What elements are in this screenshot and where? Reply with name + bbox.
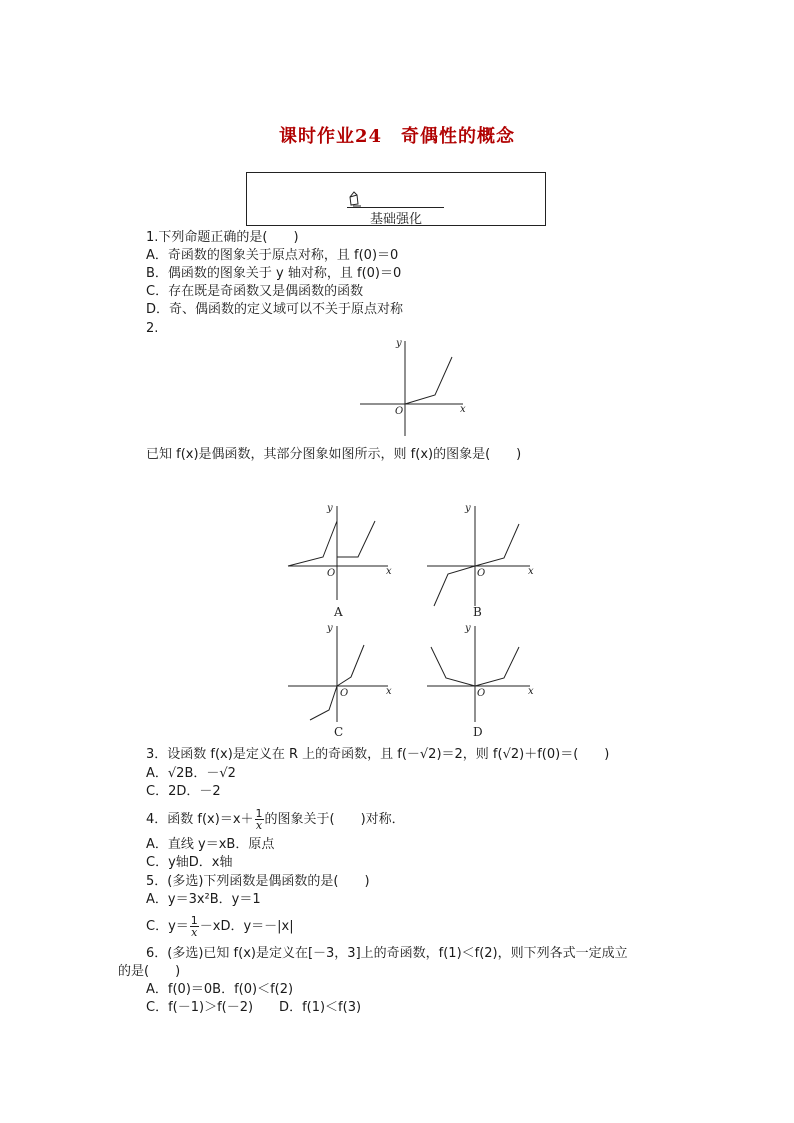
q4-frac-den: x [255, 819, 263, 832]
q6-stem-line2: 的是( ) [118, 964, 181, 979]
q1-option-b: B．偶函数的图象关于 y 轴对称，且 f(0)＝0 [146, 266, 402, 281]
pencil-icon [348, 191, 362, 207]
q4-options-ab: A．直线 y＝xB．原点 [146, 837, 275, 852]
q6-options-cd: C．f(－1)＞f(－2) D．f(1)＜f(3) [146, 1000, 362, 1015]
x-axis-label: x [460, 404, 466, 415]
option-a-label: A [334, 605, 343, 619]
option-d-label: D [473, 725, 483, 739]
x-axis-label: x [386, 566, 392, 577]
q1-option-c: C．存在既是奇函数又是偶函数的函数 [146, 284, 364, 299]
q6-stem-line1: 6．(多选)已知 f(x)是定义在[－3，3]上的奇函数，f(1)＜f(2)，则下列各式一定成立 [146, 946, 628, 961]
q5-c-pre: C．y＝ [146, 919, 189, 934]
q4-options-cd: C．y轴D．x轴 [146, 855, 233, 870]
q5-options-ab: A．y＝3x²B．y＝1 [146, 892, 261, 907]
option-b-curve-left [434, 566, 475, 606]
option-a-curve-right [337, 521, 375, 557]
option-c-curve-right [337, 645, 364, 686]
x-axis-label: x [528, 566, 534, 577]
q4-frac-num: 1 [255, 807, 263, 820]
y-axis-label: y [327, 503, 333, 514]
q3-options-cd: C．2D．－2 [146, 784, 221, 799]
q4-stem-post: 的图象关于( )对称． [264, 812, 405, 827]
option-d-curve-right [475, 647, 519, 686]
x-axis-label: x [528, 686, 534, 697]
q6-options-ab: A．f(0)＝0B．f(0)＜f(2) [146, 982, 294, 997]
q2-option-a-graph [285, 500, 395, 622]
section-box [246, 172, 546, 226]
section-label: 基础强化 [369, 212, 422, 227]
x-axis-label: x [386, 686, 392, 697]
q2-number: 2. [146, 321, 159, 336]
q2-stem: 已知 f(x)是偶函数，其部分图象如图所示，则 f(x)的图象是( ) [146, 447, 522, 462]
y-axis-label: y [327, 623, 333, 634]
option-b-label: B [473, 605, 482, 619]
option-d-curve-left [431, 647, 475, 686]
q5-frac-den: x [191, 926, 198, 939]
q1-option-a: A．奇函数的图象关于原点对称，且 f(0)＝0 [146, 248, 399, 263]
q5-fraction [190, 915, 199, 938]
q2-given-graph [355, 336, 470, 438]
y-axis-label: y [396, 338, 402, 349]
option-b-curve-right [475, 524, 519, 566]
q5-stem: 5．(多选)下列函数是偶函数的是( ) [146, 874, 370, 889]
origin-label: O [395, 406, 404, 417]
q1-stem: 1.下列命题正确的是( ) [146, 230, 299, 245]
function-curve [405, 357, 452, 404]
page-title: 课时作业24 奇偶性的概念 [278, 126, 516, 147]
q1-option-d: D．奇、偶函数的定义域可以不关于原点对称 [146, 302, 404, 317]
q5-options-cd [146, 915, 294, 938]
option-a-curve-left [288, 521, 337, 566]
origin-label: O [340, 688, 349, 699]
q3-stem: 3．设函数 f(x)是定义在 R 上的奇函数，且 f(－√2)＝2，则 f(√2)＋f(0)＝( ) [146, 747, 610, 762]
origin-label: O [327, 568, 336, 579]
q3-options-ab: A．√2B．－√2 [146, 766, 236, 781]
q5-c-post: －xD．y＝－|x| [199, 919, 294, 934]
y-axis-label: y [465, 623, 471, 634]
origin-label: O [477, 688, 486, 699]
q4-stem [146, 808, 405, 831]
option-c-curve-left [310, 686, 337, 720]
q2-option-d-graph [424, 620, 536, 742]
q5-frac-num: 1 [190, 914, 198, 927]
q2-option-b-graph [424, 500, 536, 622]
origin-label: O [477, 568, 486, 579]
q4-fraction [255, 808, 264, 831]
q4-stem-pre: 4．函数 f(x)＝x＋ [146, 812, 254, 827]
q2-option-c-graph [285, 620, 395, 742]
y-axis-label: y [465, 503, 471, 514]
option-c-label: C [334, 725, 344, 739]
